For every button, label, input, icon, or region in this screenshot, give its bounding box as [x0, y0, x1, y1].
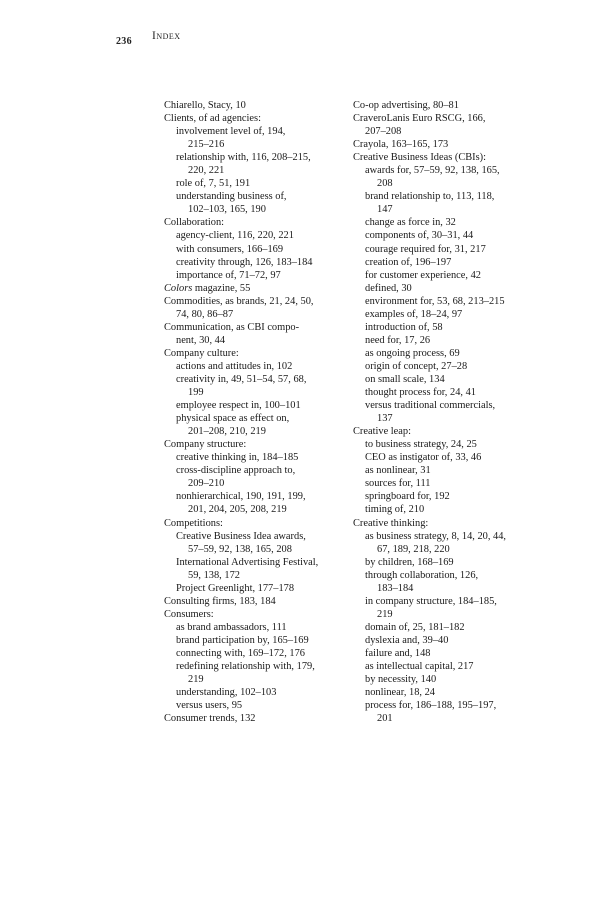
index-entry: nent, 30, 44 — [176, 334, 226, 346]
index-entry: introduction of, 58 — [365, 321, 443, 333]
index-entry: Competitions: — [164, 517, 223, 529]
index-entry: redefining relationship with, 179, — [176, 661, 315, 673]
index-entry: 67, 189, 218, 220 — [377, 543, 450, 555]
index-entry: 215–216 — [188, 139, 225, 151]
index-entry: as business strategy, 8, 14, 20, 44, — [365, 530, 507, 542]
index-entry: creativity in, 49, 51–54, 57, 68, — [176, 373, 307, 385]
index-entry: 201, 204, 205, 208, 219 — [188, 504, 287, 516]
index-entry: Crayola, 163–165, 173 — [353, 139, 449, 151]
index-entry: nonlinear, 18, 24 — [365, 687, 435, 699]
index-entry: examples of, 18–24, 97 — [365, 308, 463, 320]
index-entry: to business strategy, 24, 25 — [365, 439, 477, 451]
index-entry: 201 — [377, 713, 393, 725]
index-entry: Communication, as CBI compo- — [164, 321, 300, 333]
index-entry: 207–208 — [365, 126, 402, 138]
index-entry: Chiarello, Stacy, 10 — [164, 100, 246, 111]
index-entry: 74, 80, 86–87 — [176, 308, 234, 320]
index-column-left — [164, 99, 354, 725]
index-entry: creative thinking in, 184–185 — [176, 452, 299, 464]
running-head: Index — [152, 30, 181, 42]
index-entry: need for, 17, 26 — [365, 334, 431, 346]
index-entry: Company structure: — [164, 439, 247, 451]
index-entry: versus users, 95 — [176, 700, 243, 712]
index-entry: through collaboration, 126, — [365, 569, 479, 581]
index-entry: role of, 7, 51, 191 — [176, 178, 251, 190]
index-entry: Consumers: — [164, 608, 214, 620]
index-entry: Creative thinking: — [353, 517, 429, 529]
index-entry: domain of, 25, 181–182 — [365, 621, 465, 633]
index-entry: 209–210 — [188, 478, 225, 490]
index-column-right — [353, 99, 543, 725]
index-entry: Consulting firms, 183, 184 — [164, 595, 276, 607]
index-entry: origin of concept, 27–28 — [365, 360, 468, 372]
index-entry: relationship with, 116, 208–215, — [176, 152, 311, 164]
index-entry: CEO as instigator of, 33, 46 — [365, 452, 482, 464]
index-entry: 201–208, 210, 219 — [188, 426, 266, 438]
index-entry: dyslexia and, 39–40 — [365, 634, 449, 646]
index-entry: 220, 221 — [188, 165, 225, 177]
index-entry: Clients, of ad agencies: — [164, 113, 261, 125]
index-entry: as brand ambassadors, 111 — [176, 621, 287, 633]
index-entry: 183–184 — [377, 582, 414, 594]
index-entry: understanding business of, — [176, 191, 287, 203]
index-entry: brand participation by, 165–169 — [176, 634, 309, 646]
index-entry: Project Greenlight, 177–178 — [176, 582, 295, 594]
index-entry: cross-discipline approach to, — [176, 465, 296, 477]
index-entry: defined, 30 — [365, 282, 412, 294]
index-entry: creation of, 196–197 — [365, 256, 452, 268]
index-entry: awards for, 57–59, 92, 138, 165, — [365, 165, 500, 177]
index-entry: environment for, 53, 68, 213–215 — [365, 295, 505, 307]
index-entry: by children, 168–169 — [365, 556, 454, 568]
index-entry: on small scale, 134 — [365, 373, 445, 385]
index-entry: Commodities, as brands, 21, 24, 50, — [164, 295, 314, 307]
index-entry: 57–59, 92, 138, 165, 208 — [188, 543, 292, 555]
index-entry: importance of, 71–72, 97 — [176, 269, 281, 281]
index-entry: Consumer trends, 132 — [164, 713, 256, 725]
index-entry: 147 — [377, 204, 393, 216]
index-entry: 208 — [377, 178, 393, 190]
page-header — [116, 30, 181, 49]
index-entry: International Advertising Festival, — [176, 556, 319, 568]
index-entry: creativity through, 126, 183–184 — [176, 256, 313, 268]
index-entry: thought process for, 24, 41 — [365, 387, 476, 399]
index-entry: for customer experience, 42 — [365, 269, 481, 281]
index-entry: Co-op advertising, 80–81 — [353, 100, 459, 111]
index-entry: in company structure, 184–185, — [365, 595, 497, 607]
index-entry: 102–103, 165, 190 — [188, 204, 266, 216]
index-entry: nonhierarchical, 190, 191, 199, — [176, 491, 306, 503]
index-entry: Creative Business Ideas (CBIs): — [353, 152, 487, 164]
index-entry: process for, 186–188, 195–197, — [365, 700, 497, 712]
index-entry: components of, 30–31, 44 — [365, 230, 474, 242]
index-entry: physical space as effect on, — [176, 413, 290, 425]
index-entry: 219 — [188, 674, 204, 686]
index-entry: employee respect in, 100–101 — [176, 400, 301, 412]
index-entry: springboard for, 192 — [365, 491, 450, 503]
index-entry: Company culture: — [164, 347, 239, 359]
index-entry: as ongoing process, 69 — [365, 347, 460, 359]
index-entry: as intellectual capital, 217 — [365, 661, 474, 673]
index-entry: 219 — [377, 608, 393, 620]
index-entry: agency-client, 116, 220, 221 — [176, 230, 294, 242]
index-entry: as nonlinear, 31 — [365, 465, 431, 477]
index-entry: courage required for, 31, 217 — [365, 243, 486, 255]
index-entry — [164, 282, 354, 295]
index-entry: Creative Business Idea awards, — [176, 530, 306, 542]
page-number: 236 — [116, 36, 132, 47]
index-entry: 59, 138, 172 — [188, 569, 240, 581]
index-entry: connecting with, 169–172, 176 — [176, 647, 306, 659]
index-entry: failure and, 148 — [365, 647, 431, 659]
index-entry: involvement level of, 194, — [176, 126, 286, 138]
index-entry: timing of, 210 — [365, 504, 425, 516]
index-entry: actions and attitudes in, 102 — [176, 360, 293, 372]
index-entry: Creative leap: — [353, 426, 411, 438]
index-entry: sources for, 111 — [365, 478, 431, 490]
index-entry: 199 — [188, 387, 204, 399]
index-entry: with consumers, 166–169 — [176, 243, 284, 255]
index-entry: Collaboration: — [164, 217, 225, 229]
index-entry-title: Colors — [164, 282, 193, 294]
index-entry: understanding, 102–103 — [176, 687, 277, 699]
index-entry: change as force in, 32 — [365, 217, 456, 229]
index-entry: by necessity, 140 — [365, 674, 437, 686]
index-entry-pages: magazine, 55 — [192, 282, 251, 294]
index-entry: brand relationship to, 113, 118, — [365, 191, 495, 203]
index-entry: CraveroLanis Euro RSCG, 166, — [353, 113, 486, 125]
index-entry: 137 — [377, 413, 393, 425]
index-entry: versus traditional commercials, — [365, 400, 496, 412]
